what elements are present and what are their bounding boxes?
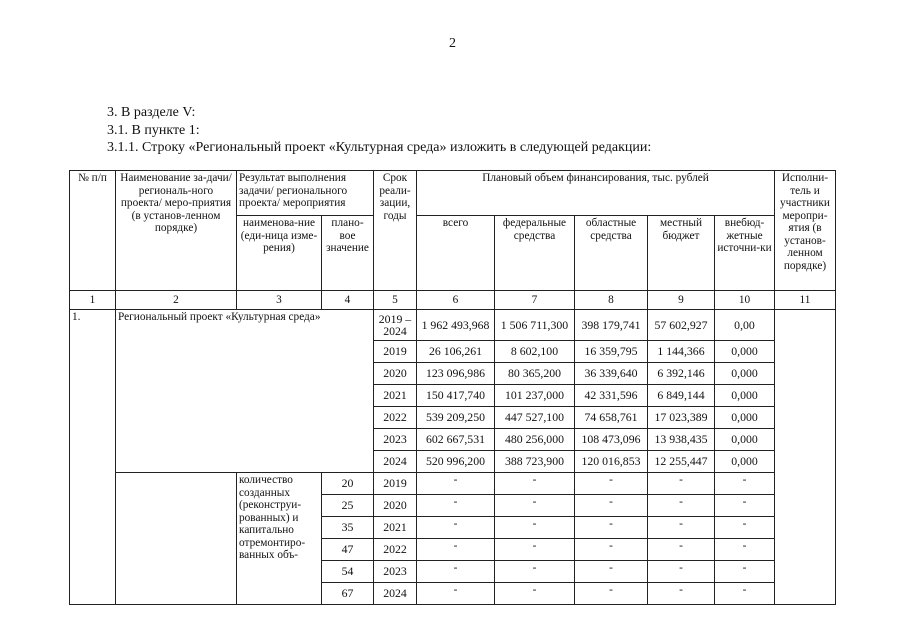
year-cell: 2019 – 2024 [374, 310, 417, 341]
regional-cell: 36 339,640 [575, 363, 648, 385]
indicator-value: 25 [322, 495, 374, 517]
table-row [70, 473, 836, 495]
header-federal: федеральные средства [495, 216, 575, 291]
dash-cell: - [417, 539, 495, 561]
year-cell: 2020 [374, 495, 417, 517]
year-cell: 2021 [374, 385, 417, 407]
indicator-name: количество созданных (реконструи-рованных) и капитально отремонтиро-ванных объ- [237, 473, 322, 605]
year-cell: 2019 [374, 473, 417, 495]
column-number: 3 [237, 291, 322, 310]
dash-cell: - [648, 561, 715, 583]
intro-line-2: 3.1. В пункте 1: [107, 122, 200, 138]
dash-cell: - [715, 495, 775, 517]
column-number: 8 [575, 291, 648, 310]
header-result-name: наименова-ние (еди-ница изме-рения) [237, 216, 322, 291]
dash-cell: - [575, 561, 648, 583]
dash-cell: - [417, 473, 495, 495]
header-result-value: плано-вое значение [322, 216, 374, 291]
blank-name-cell [116, 473, 237, 605]
dash-cell: - [648, 517, 715, 539]
extra-cell: 0,00 [715, 310, 775, 341]
year-cell: 2019 [374, 341, 417, 363]
dash-cell: - [495, 561, 575, 583]
column-number: 9 [648, 291, 715, 310]
header-no: № п/п [70, 171, 116, 291]
federal-cell: 80 365,200 [495, 363, 575, 385]
total-cell: 1 962 493,968 [417, 310, 495, 341]
dash-cell: - [417, 583, 495, 605]
header-executors: Исполни-тель и участники меропри-ятия (в установ-ленном порядке) [775, 171, 836, 291]
column-number: 1 [70, 291, 116, 310]
dash-cell: - [575, 495, 648, 517]
regional-cell: 108 473,096 [575, 429, 648, 451]
page-number: 2 [449, 36, 456, 51]
dash-cell: - [715, 539, 775, 561]
dash-cell: - [648, 473, 715, 495]
extra-cell: 0,000 [715, 363, 775, 385]
year-cell: 2020 [374, 363, 417, 385]
dash-cell: - [715, 583, 775, 605]
local-cell: 13 938,435 [648, 429, 715, 451]
extra-cell: 0,000 [715, 429, 775, 451]
header-total: всего [417, 216, 495, 291]
column-number: 10 [715, 291, 775, 310]
total-cell: 539 209,250 [417, 407, 495, 429]
total-cell: 26 106,261 [417, 341, 495, 363]
dash-cell: - [495, 539, 575, 561]
header-regional: областные средства [575, 216, 648, 291]
header-local: местный бюджет [648, 216, 715, 291]
dash-cell: - [417, 561, 495, 583]
indicator-value: 20 [322, 473, 374, 495]
total-cell: 602 667,531 [417, 429, 495, 451]
local-cell: 6 392,146 [648, 363, 715, 385]
dash-cell: - [648, 583, 715, 605]
dash-cell: - [417, 517, 495, 539]
local-cell: 1 144,366 [648, 341, 715, 363]
column-number: 4 [322, 291, 374, 310]
indicator-value: 35 [322, 517, 374, 539]
dash-cell: - [495, 517, 575, 539]
regional-cell: 16 359,795 [575, 341, 648, 363]
extra-cell: 0,000 [715, 341, 775, 363]
intro-line-3: 3.1.1. Строку «Региональный проект «Культурная среда» изложить в следующей редакции: [107, 140, 652, 155]
indicator-value: 67 [322, 583, 374, 605]
dash-cell: - [575, 517, 648, 539]
federal-cell: 480 256,000 [495, 429, 575, 451]
year-cell: 2022 [374, 539, 417, 561]
extra-cell: 0,000 [715, 451, 775, 473]
dash-cell: - [648, 495, 715, 517]
dash-cell: - [715, 473, 775, 495]
dash-cell: - [575, 473, 648, 495]
column-number: 5 [374, 291, 417, 310]
project-name: Региональный проект «Культурная среда» [116, 310, 374, 473]
local-cell: 6 849,144 [648, 385, 715, 407]
year-cell: 2024 [374, 583, 417, 605]
regional-cell: 120 016,853 [575, 451, 648, 473]
year-cell: 2023 [374, 429, 417, 451]
intro-line-1: 3. В разделе V: [107, 105, 196, 120]
header-term: Срок реали-зации, годы [374, 171, 417, 291]
indicator-value: 47 [322, 539, 374, 561]
project-number: 1. [70, 310, 116, 605]
dash-cell: - [495, 473, 575, 495]
extra-cell: 0,000 [715, 407, 775, 429]
header-funding: Плановый объем финансирования, тыс. рублей [417, 171, 775, 216]
column-number: 6 [417, 291, 495, 310]
year-cell: 2023 [374, 561, 417, 583]
header-result: Результат выполнения задачи/ регионального проекта/ мероприятия [237, 171, 374, 216]
federal-cell: 388 723,900 [495, 451, 575, 473]
local-cell: 17 023,389 [648, 407, 715, 429]
dash-cell: - [495, 583, 575, 605]
total-cell: 123 096,986 [417, 363, 495, 385]
extra-cell: 0,000 [715, 385, 775, 407]
column-number: 7 [495, 291, 575, 310]
total-cell: 150 417,740 [417, 385, 495, 407]
year-cell: 2021 [374, 517, 417, 539]
column-number: 11 [775, 291, 836, 310]
regional-cell: 74 658,761 [575, 407, 648, 429]
dash-cell: - [648, 539, 715, 561]
dash-cell: - [417, 495, 495, 517]
year-cell: 2022 [374, 407, 417, 429]
dash-cell: - [715, 517, 775, 539]
header-extrabudget: внебюд-жетные источни-ки [715, 216, 775, 291]
total-cell: 520 996,200 [417, 451, 495, 473]
federal-cell: 447 527,100 [495, 407, 575, 429]
federal-cell: 101 237,000 [495, 385, 575, 407]
table-row [70, 310, 836, 341]
dash-cell: - [575, 583, 648, 605]
indicator-value: 54 [322, 561, 374, 583]
federal-cell: 8 602,100 [495, 341, 575, 363]
dash-cell: - [495, 495, 575, 517]
regional-cell: 398 179,741 [575, 310, 648, 341]
local-cell: 57 602,927 [648, 310, 715, 341]
header-name: Наименование за-дачи/ региональ-ного проекта/ меро-приятия (в установ-ленном порядке) [116, 171, 237, 291]
local-cell: 12 255,447 [648, 451, 715, 473]
funding-table [69, 170, 836, 605]
regional-cell: 42 331,596 [575, 385, 648, 407]
dash-cell: - [575, 539, 648, 561]
intro-text [107, 104, 651, 157]
year-cell: 2024 [374, 451, 417, 473]
executors-cell [775, 310, 836, 605]
federal-cell: 1 506 711,300 [495, 310, 575, 341]
column-number: 2 [116, 291, 237, 310]
dash-cell: - [715, 561, 775, 583]
